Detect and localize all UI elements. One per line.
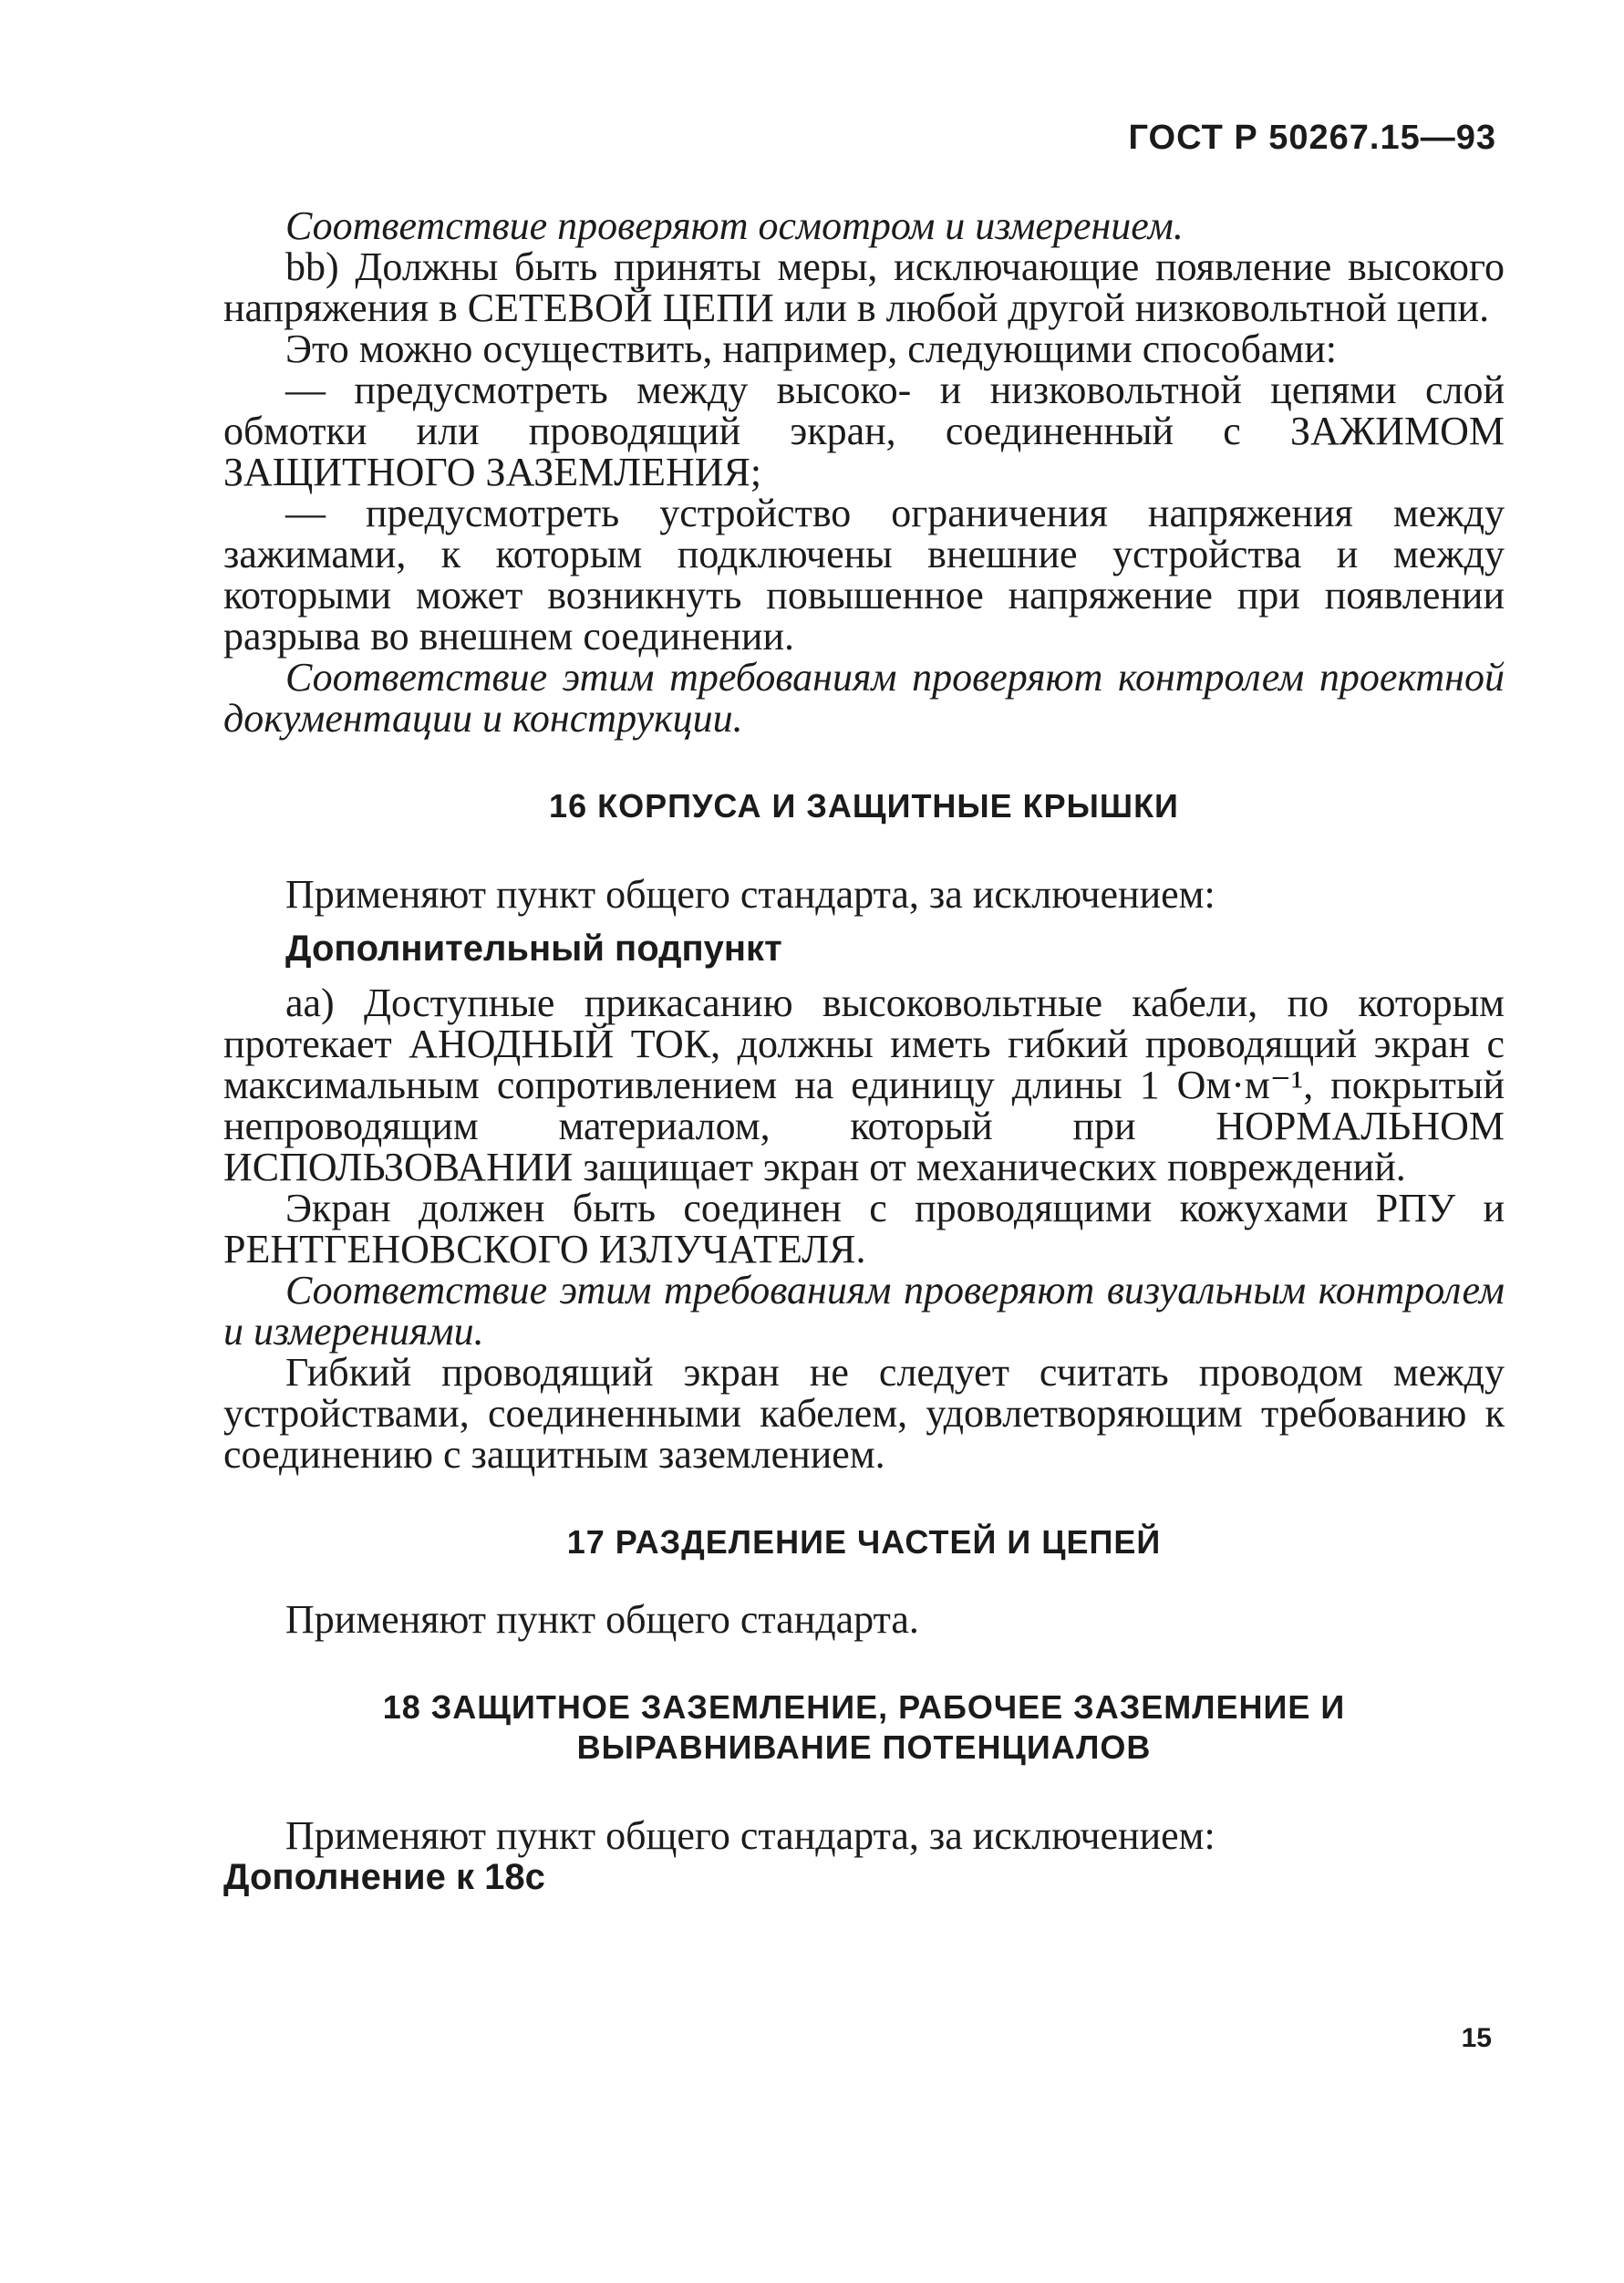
compliance-note-1: Соответствие проверяют осмотром и измерением. xyxy=(285,203,1184,248)
section-18-heading xyxy=(223,1687,1505,1768)
section-18-intro: Применяют пункт общего стандарта, за исключением: xyxy=(285,1813,1215,1858)
section-18-subhead: Дополнение к 18с xyxy=(223,1857,545,1897)
paragraph-flexible-screen: Гибкий проводящий экран не следует считать проводом между устройствами, соединенными кабелем, удовлетворяющим требованию к соединению с защитным заземлением. xyxy=(223,1350,1505,1477)
section-16-heading: 16 КОРПУСА И ЗАЩИТНЫЕ КРЫШКИ xyxy=(549,787,1179,825)
paragraph-screen: Экран должен быть соединен с проводящими кожухами РПУ и РЕНТГЕНОВСКОГО ИЗЛУЧАТЕЛЯ. xyxy=(223,1186,1505,1271)
list-item-1: — предусмотреть между высоко- и низковольтной цепями слой обмотки или проводящий экран, соединенный с ЗАЖИМОМ ЗАЩИТНОГО ЗАЗЕМЛЕНИЯ; xyxy=(223,368,1505,494)
document-code: ГОСТ Р 50267.15—93 xyxy=(1128,119,1496,157)
section-18-heading-line2: ВЫРАВНИВАНИЕ ПОТЕНЦИАЛОВ xyxy=(576,1728,1152,1766)
paragraph-methods: Это можно осуществить, например, следующими способами: xyxy=(285,327,1338,371)
page-number: 15 xyxy=(1461,2023,1492,2053)
list-item-2: — предусмотреть устройство ограничения напряжения между зажимами, к которым подключены внешние устройства и между которыми может возникнуть повышенное напряжение при появлении разрыва во внешнем соединении. xyxy=(223,491,1505,659)
section-16-subhead: Дополнительный подпункт xyxy=(285,929,782,969)
section-17-intro: Применяют пункт общего стандарта. xyxy=(285,1597,919,1642)
page-content xyxy=(223,205,1505,1898)
compliance-note-2: Соответствие этим требованиям проверяют контролем проектной документации и конструкции. xyxy=(223,655,1505,741)
paragraph-bb: bb) Должны быть приняты меры, исключающие появление высокого напряжения в СЕТЕВОЙ ЦЕПИ или в любой другой низковольтной цепи. xyxy=(223,244,1505,330)
section-17-heading: 17 РАЗДЕЛЕНИЕ ЧАСТЕЙ И ЦЕПЕЙ xyxy=(566,1523,1162,1561)
section-18-heading-line1: 18 ЗАЩИТНОЕ ЗАЗЕМЛЕНИЕ, РАБОЧЕЕ ЗАЗЕМЛЕНИЕ И xyxy=(382,1688,1346,1726)
paragraph-aa: аа) Доступные прикасанию высоковольтные кабели, по которым протекает АНОДНЫЙ ТОК, должны иметь гибкий проводящий экран с максимальным сопротивлением на единицу длины 1 Ом·м⁻¹, покрытый непроводящим материалом, который при НОРМАЛЬНОМ ИСПОЛЬЗОВАНИИ защищает экран от механических повреждений. xyxy=(223,981,1505,1189)
section-16-intro: Применяют пункт общего стандарта, за исключением: xyxy=(285,872,1215,917)
compliance-note-3: Соответствие этим требованиям проверяют визуальным контролем и измерениями. xyxy=(223,1268,1505,1354)
